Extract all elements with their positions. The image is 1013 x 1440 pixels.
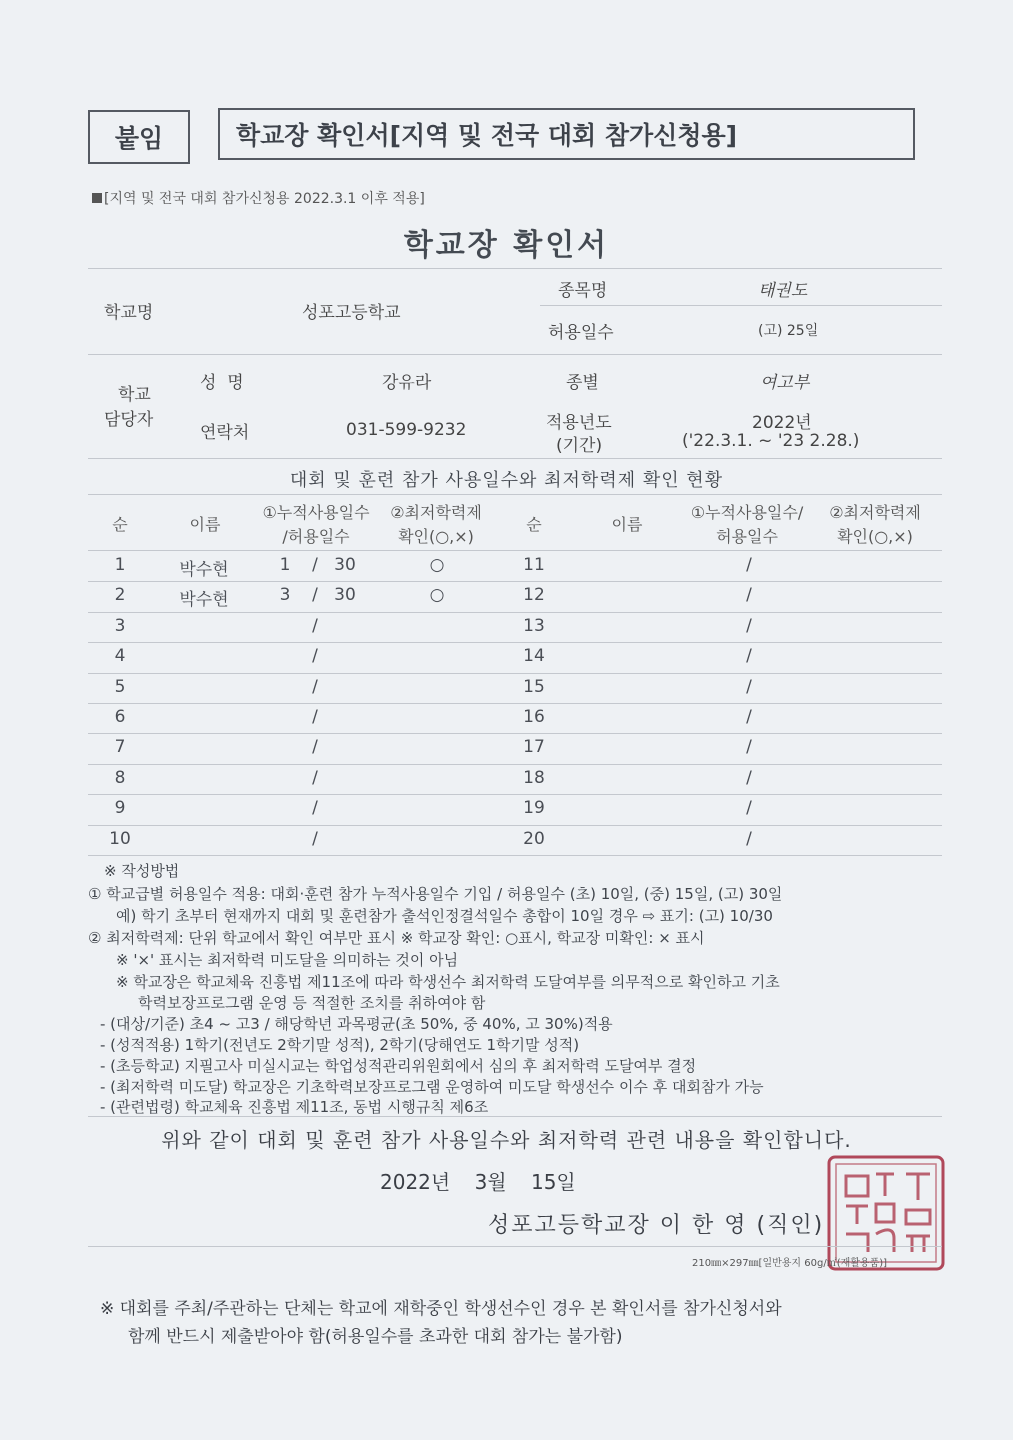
- applied-period: ('22.3.1. ~ '23 2.28.): [682, 431, 860, 451]
- divider: [88, 494, 942, 495]
- col-header-min-2: [814, 501, 936, 549]
- col-header-days: [254, 501, 378, 549]
- row-days-slash-2: /: [746, 737, 752, 758]
- date-day: 15일: [530, 1170, 576, 1194]
- confirmation-statement: 위와 같이 대회 및 훈련 참가 사용일수와 최저학력 관련 내용을 확인합니다.: [161, 1128, 852, 1152]
- form-note: [92, 188, 425, 208]
- manager-label-line1: 학교: [118, 385, 151, 405]
- col-header-no-2: 순: [526, 515, 542, 534]
- row-days-slash: /: [312, 707, 318, 727]
- row-divider: [88, 794, 942, 795]
- row-number: 9: [114, 798, 126, 819]
- page-title: 학교장 확인서: [403, 228, 610, 263]
- form-note-text: [지역 및 전국 대회 참가신청용 2022.3.1 이후 적용]: [104, 191, 425, 207]
- row-days-slash: /: [312, 646, 318, 667]
- person-name: 강유라: [382, 373, 432, 393]
- contact-label: 연락처: [200, 423, 250, 443]
- person-name-label: 성 명: [200, 373, 244, 393]
- row-number-2: 17: [523, 737, 545, 758]
- row-days-slash-2: /: [746, 646, 752, 667]
- row-number-2: 15: [523, 676, 545, 697]
- row-divider: [88, 855, 942, 856]
- year-label-line1: 적용년도: [546, 413, 612, 433]
- allowed-days-label: 허용일수: [548, 323, 614, 343]
- row-name: 박수현: [179, 560, 229, 580]
- row-days-slash-2: /: [746, 676, 752, 697]
- row-divider: [88, 673, 942, 674]
- instruction-line: - (대상/기준) 초4 ~ 고3 / 해당학년 과목평균(초 50%, 중 40%, 고 30%)적용: [100, 1015, 613, 1033]
- seal-glyphs: [846, 1174, 930, 1252]
- paper-size-note: 210㎜×297㎜[일반용지 60g/㎡(재활용품)]: [692, 1258, 888, 1269]
- row-number-2: 16: [523, 707, 545, 727]
- row-divider: [88, 733, 942, 734]
- instruction-line: 예) 학기 초부터 현재까지 대회 및 훈련참가 출석인정결석일수 총합이 10일 경우 ⇨ 표기: (고) 10/30: [116, 907, 773, 925]
- row-days-slash: /: [312, 555, 318, 575]
- instruction-line: 학력보장프로그램 운영 등 적절한 조치를 취하여야 함: [138, 994, 486, 1012]
- manager-label-line2: 담당자: [104, 410, 154, 430]
- sport-label: 종목명: [558, 281, 608, 301]
- row-name: 박수현: [179, 590, 229, 611]
- table-title: 대회 및 훈련 참가 사용일수와 최저학력제 확인 현황: [289, 470, 724, 491]
- category-label: 종별: [566, 373, 599, 393]
- divider: [88, 550, 942, 551]
- row-min-check: ○: [429, 555, 445, 575]
- divider: [88, 354, 942, 355]
- contact-value: 031-599-9232: [346, 420, 467, 440]
- issue-date: [380, 1166, 576, 1195]
- row-days-slash: /: [312, 676, 318, 697]
- row-days-slash: /: [312, 615, 318, 636]
- row-days-slash: /: [312, 828, 318, 849]
- row-divider: [88, 581, 942, 582]
- instruction-heading: ※ 작성방법: [104, 862, 180, 880]
- col-header-min-line2: 확인(○,×): [398, 527, 474, 546]
- col-header-name: 이름: [189, 515, 221, 534]
- row-used-days: 1: [279, 555, 291, 575]
- instruction-line: ※ 학교장은 학교체육 진흥법 제11조에 따라 학생선수 최저학력 도달여부를 의무적으로 확인하고 기초: [116, 973, 780, 991]
- col-header-days-line1: ①누적사용일수: [262, 503, 370, 522]
- row-min-check: ○: [429, 585, 445, 606]
- row-number-2: 19: [523, 798, 545, 819]
- row-number: 1: [114, 555, 126, 575]
- col-header-min-line1: ②최저학력제: [390, 503, 482, 522]
- allowed-days-value: (고) 25일: [758, 323, 819, 339]
- row-number: 10: [109, 828, 131, 849]
- row-days-slash: /: [312, 767, 318, 788]
- row-number: 8: [114, 767, 126, 788]
- date-month: 3월: [474, 1170, 507, 1194]
- instruction-line: ※ '×' 표시는 최저학력 미도달을 의미하는 것이 아님: [116, 951, 459, 969]
- instruction-line: ② 최저학력제: 단위 학교에서 확인 여부만 표시 ※ 학교장 확인: ○표시, 학교장 미확인: × 표시: [88, 929, 705, 947]
- row-divider: [88, 764, 942, 765]
- instruction-line: - (관련법령) 학교체육 진흥법 제11조, 동법 시행규칙 제6조: [100, 1098, 489, 1116]
- row-days-slash: /: [312, 585, 318, 606]
- divider: [88, 1116, 942, 1117]
- row-days-slash-2: /: [746, 555, 752, 575]
- row-number: 7: [114, 737, 126, 758]
- school-name: 성포고등학교: [302, 303, 401, 323]
- row-number: 4: [114, 646, 126, 667]
- row-divider: [88, 642, 942, 643]
- row-allowed-days: 30: [334, 555, 356, 575]
- row-days-slash-2: /: [746, 798, 752, 819]
- row-allowed-days: 30: [334, 585, 356, 606]
- year-label-line2: (기간): [556, 436, 603, 456]
- instruction-line: - (최저학력 미도달) 학교장은 기초학력보장프로그램 운영하여 미도달 학생선수 이수 후 대회참가 가능: [100, 1078, 764, 1096]
- row-days-slash-2: /: [746, 707, 752, 727]
- row-days-slash-2: /: [746, 585, 752, 606]
- row-divider: [88, 825, 942, 826]
- principal-signature-line: 성포고등학교장 이 한 영 (직인): [488, 1213, 825, 1238]
- row-days-slash-2: /: [746, 828, 752, 849]
- document-header-title: 학교장 확인서[지역 및 전국 대회 참가신청용]: [218, 108, 915, 160]
- col-header-days-line2: /허용일수: [282, 527, 350, 546]
- bottom-note-line2: 함께 반드시 제출받아야 함(허용일수를 초과한 대회 참가는 불가함): [128, 1327, 623, 1347]
- row-number-2: 12: [523, 585, 545, 606]
- row-number-2: 18: [523, 767, 545, 788]
- col-header-min: [376, 501, 496, 549]
- row-number-2: 14: [523, 646, 545, 667]
- date-year: 2022년: [380, 1170, 451, 1194]
- row-days-slash: /: [312, 798, 318, 819]
- row-days-slash-2: /: [746, 767, 752, 788]
- row-number: 6: [114, 707, 126, 727]
- col-header-days-2: [682, 501, 812, 549]
- instruction-line: ① 학교급별 허용일수 적용: 대회·훈련 참가 누적사용일수 기입 / 허용일수 (초) 10일, (중) 15일, (고) 30일: [88, 885, 783, 903]
- attachment-tag: 붙임: [88, 110, 190, 164]
- sport-value: 태권도: [758, 281, 808, 301]
- divider: [540, 305, 942, 306]
- category-value: 여고부: [760, 373, 810, 393]
- divider: [88, 1246, 942, 1247]
- row-number-2: 13: [523, 615, 545, 636]
- row-number-2: 11: [523, 555, 545, 575]
- col-header-days-2-line1: ①누적사용일수/: [690, 503, 804, 522]
- col-header-min-2-line1: ②최저학력제: [829, 503, 921, 522]
- row-divider: [88, 703, 942, 704]
- row-days-slash: /: [312, 737, 318, 758]
- row-number: 5: [114, 676, 126, 697]
- school-name-label: 학교명: [104, 303, 154, 323]
- applied-year: 2022년: [752, 413, 812, 433]
- instruction-line: - (성적적용) 1학기(전년도 2학기말 성적), 2학기(당해연도 1학기말 성적): [100, 1036, 580, 1054]
- row-number-2: 20: [523, 828, 545, 849]
- row-number: 2: [114, 585, 126, 606]
- square-bullet-icon: [92, 193, 102, 203]
- row-divider: [88, 612, 942, 613]
- col-header-name-2: 이름: [611, 515, 643, 534]
- col-header-min-2-line2: 확인(○,×): [837, 527, 913, 546]
- col-header-no: 순: [112, 515, 128, 534]
- row-number: 3: [114, 615, 126, 636]
- divider: [88, 268, 942, 269]
- col-header-days-2-line2: 허용일수: [716, 527, 778, 546]
- row-days-slash-2: /: [746, 615, 752, 636]
- bottom-note-line1: ※ 대회를 주최/주관하는 단체는 학교에 재학중인 학생선수인 경우 본 확인서를 참가신청서와: [100, 1299, 782, 1319]
- row-used-days: 3: [279, 585, 291, 606]
- instruction-line: - (초등학교) 지필고사 미실시교는 학업성적관리위원회에서 심의 후 최저학력 도달여부 결정: [100, 1057, 697, 1075]
- divider: [88, 458, 942, 459]
